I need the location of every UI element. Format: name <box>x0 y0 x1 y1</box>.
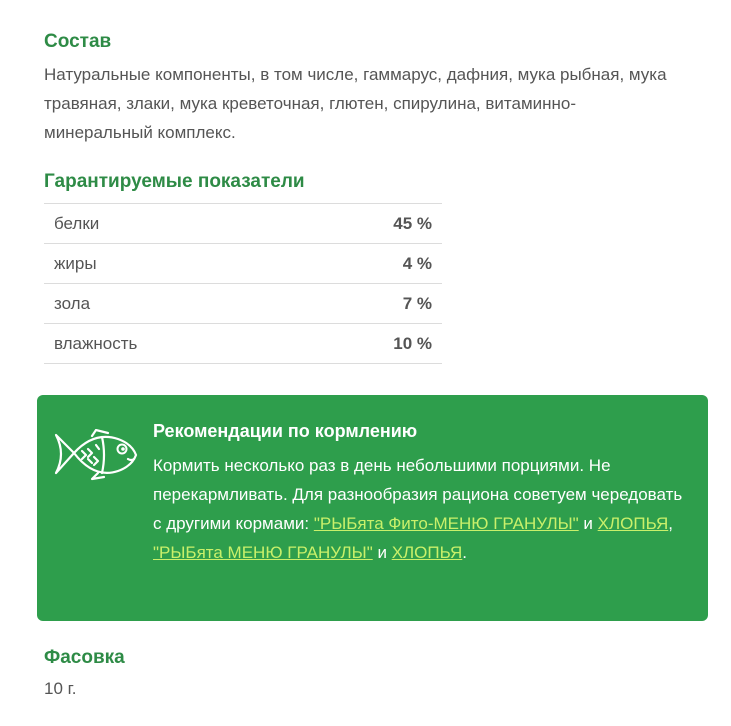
row-value-fat: 4 % <box>298 244 442 284</box>
row-name-ash: зола <box>44 284 298 324</box>
table-row <box>44 284 442 324</box>
table-row <box>44 204 442 244</box>
feeding-recommendations-box <box>37 395 708 621</box>
guaranteed-table <box>44 203 442 364</box>
composition-title: Состав <box>44 31 112 52</box>
table-row <box>44 324 442 364</box>
row-value-protein: 45 % <box>298 204 442 244</box>
row-name-moisture: влажность <box>44 324 298 364</box>
feeding-separator: и <box>372 543 392 562</box>
packaging-title: Фасовка <box>44 647 125 668</box>
packaging-value: 10 г. <box>44 679 77 698</box>
row-name-protein: белки <box>44 204 298 244</box>
link-flakes-1[interactable]: ХЛОПЬЯ <box>597 514 669 533</box>
link-rybyata-menu-granules[interactable]: "РЫБята МЕНЮ ГРАНУЛЫ" <box>153 543 373 562</box>
link-rybyata-fito-menu-granules[interactable]: "РЫБята Фито-МЕНЮ ГРАНУЛЫ" <box>313 514 579 533</box>
link-flakes-2[interactable]: ХЛОПЬЯ <box>391 543 463 562</box>
feeding-text-end: . <box>462 543 468 562</box>
table-row <box>44 244 442 284</box>
row-value-moisture: 10 % <box>298 324 442 364</box>
row-name-fat: жиры <box>44 244 298 284</box>
feeding-separator: и <box>578 514 598 533</box>
feeding-title: Рекомендации по кормлению <box>153 421 418 441</box>
feeding-text <box>153 451 683 567</box>
guaranteed-title: Гарантируемые показатели <box>44 171 305 192</box>
row-value-ash: 7 % <box>298 284 442 324</box>
fish-icon <box>52 429 138 481</box>
feeding-separator: , <box>668 514 673 533</box>
composition-text: Натуральные компоненты, в том числе, гаммарус, дафния, мука рыбная, мука травяная, злаки, мука креветочная, глютен, спирулина, витаминно-минеральный комплекс. <box>44 65 667 142</box>
feeding-text-main: Кормить несколько раз в день небольшими порциями. Не перекармливать. Для разнообразия рациона советуем чередовать с другими кормами: <box>153 456 683 533</box>
